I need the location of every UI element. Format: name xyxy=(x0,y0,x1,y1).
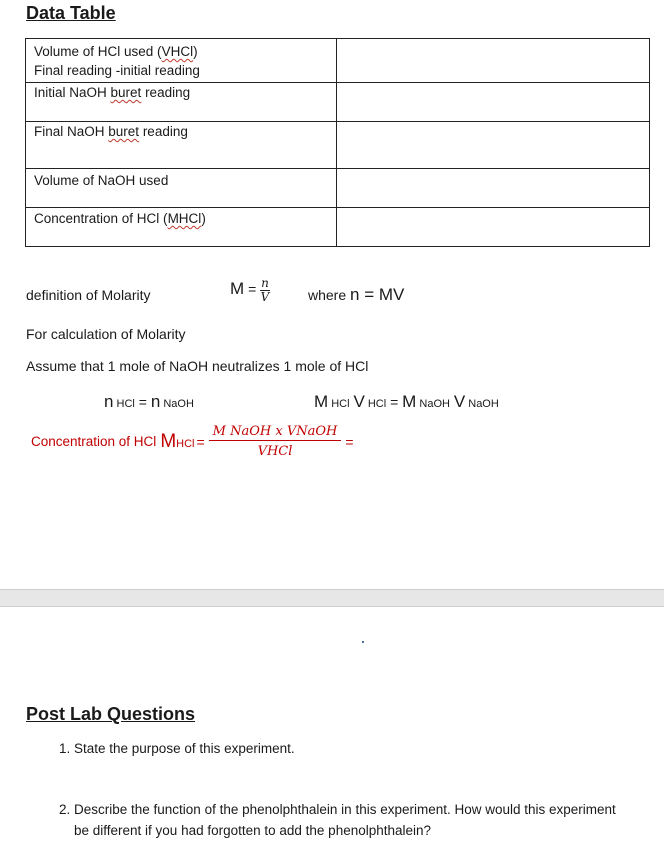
data-table-title: Data Table xyxy=(26,3,116,23)
post-lab-question-list xyxy=(50,738,634,841)
value-cell-volume-naoh[interactable] xyxy=(337,169,650,208)
stray-dot xyxy=(362,641,364,643)
value-cell-volume-hcl[interactable] xyxy=(337,39,650,83)
concentration-fraction: $\frac{\text{M NaOH x VNaOH}}{\text{VHCl}}$ xyxy=(209,424,342,459)
calculation-heading: For calculation of Molarity xyxy=(26,326,186,342)
value-cell-final-naoh[interactable] xyxy=(337,122,650,169)
post-lab-title: Post Lab Questions xyxy=(26,704,196,724)
table-row xyxy=(26,39,650,83)
table-row xyxy=(26,169,650,208)
row-label-volume-naoh: Volume of NaOH used xyxy=(26,169,337,208)
list-item: 2. Describe the function of the phenolphthalein in this experiment. How would this experiment be different if you had forgotten to add the phenolphthalein? xyxy=(74,799,634,841)
row-label-final-naoh: Final NaOH buret reading xyxy=(26,122,337,169)
row-label-initial-naoh: Initial NaOH buret reading xyxy=(26,83,337,122)
molarity-where-clause: where n = MV xyxy=(308,285,405,304)
data-table xyxy=(25,38,650,247)
molarity-formula: M = $\frac{n}{V}$ xyxy=(230,276,270,304)
list-item: 1. State the purpose of this experiment. xyxy=(74,738,634,759)
page-break-divider xyxy=(0,589,664,607)
mole-equation: n HCl = n NaOH xyxy=(104,392,194,411)
concentration-formula: Concentration of HCl M HCl = $\frac{\text{M NaOH x VNaOH}}{\text{VHCl}}$ = xyxy=(31,424,354,459)
molarity-definition-label: definition of Molarity xyxy=(26,287,151,303)
value-cell-concentration-hcl[interactable] xyxy=(337,208,650,247)
neutralization-assumption: Assume that 1 mole of NaOH neutralizes 1 mole of HCl xyxy=(26,358,369,374)
table-row xyxy=(26,208,650,247)
row-label-concentration-hcl: Concentration of HCl (MHCl) xyxy=(26,208,337,247)
table-row xyxy=(26,122,650,169)
table-row xyxy=(26,83,650,122)
molarity-fraction: $\frac{n}{V}$ xyxy=(260,276,270,304)
row-label-volume-hcl: Volume of HCl used (VHCl) Final reading -initial reading xyxy=(26,39,337,83)
value-cell-initial-naoh[interactable] xyxy=(337,83,650,122)
mv-equation: M HCl V HCl = M NaOH V NaOH xyxy=(314,392,499,411)
